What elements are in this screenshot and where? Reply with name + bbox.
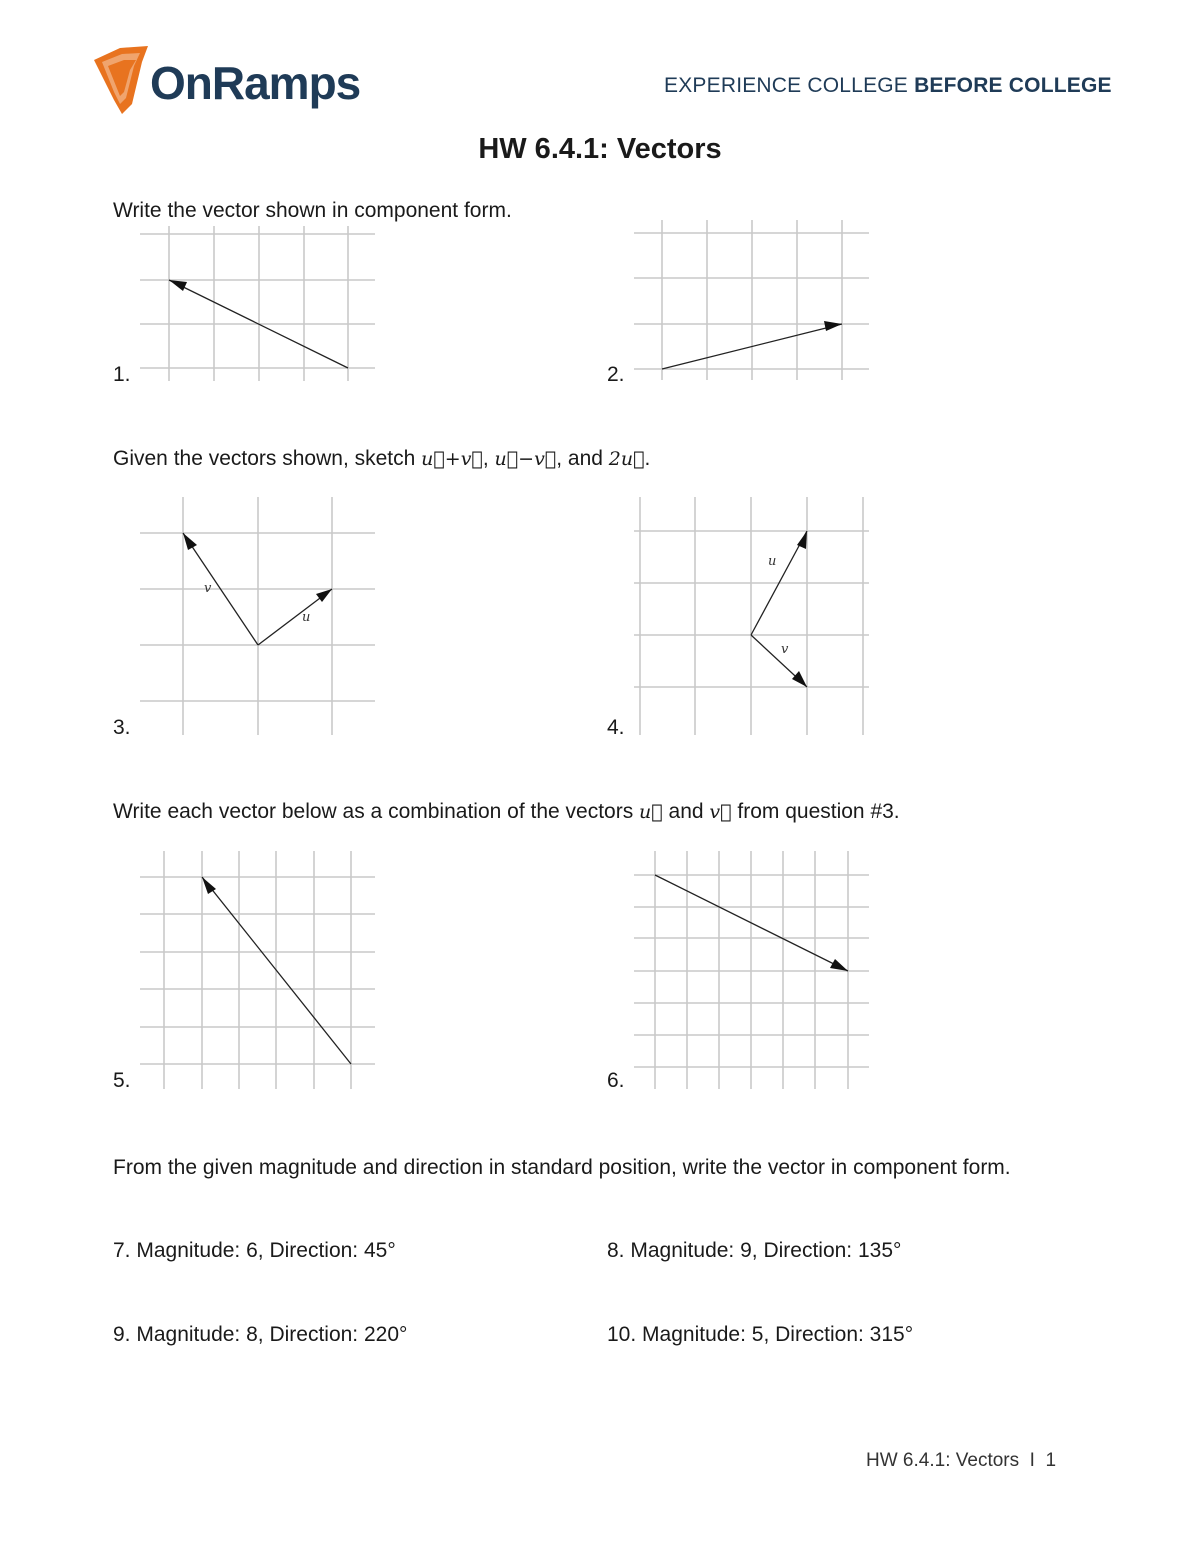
problem-number: 5. xyxy=(113,1069,131,1092)
problem-8: 8. Magnitude: 9, Direction: 135° xyxy=(607,1239,902,1262)
brand-name: OnRamps xyxy=(150,57,361,109)
arrowhead xyxy=(830,959,848,971)
grid-problem-3 xyxy=(140,497,380,739)
instruction-magnitude-direction: From the given magnitude and direction in standard position, write the vector in component form. xyxy=(113,1156,1011,1179)
page-footer: HW 6.4.1: Vectors I 1 xyxy=(866,1450,1057,1471)
problem-10: 10. Magnitude: 5, Direction: 315° xyxy=(607,1323,914,1346)
expr-u-minus-v: u⃗−v⃗ xyxy=(494,448,557,470)
problem-number: 2. xyxy=(607,363,625,386)
tagline: EXPERIENCE COLLEGE BEFORE COLLEGE xyxy=(664,74,1112,97)
problem-number: 1. xyxy=(113,363,131,386)
problem-9: 9. Magnitude: 8, Direction: 220° xyxy=(113,1323,408,1346)
symbol-u: u⃗ xyxy=(639,801,663,823)
label-v: v xyxy=(781,642,789,657)
onramps-logo-mark xyxy=(92,44,152,120)
arrowhead xyxy=(183,533,197,550)
page-title: HW 6.4.1: Vectors xyxy=(478,133,722,165)
problem-number: 4. xyxy=(607,716,625,739)
instruction-sketch: Given the vectors shown, sketch u⃗+v⃗, u⃗−v⃗, and 2u⃗. xyxy=(113,447,651,470)
expr-u-plus-v: u⃗+v⃗ xyxy=(421,448,483,470)
instruction-combination: Write each vector below as a combination of the vectors u⃗ and v⃗ from question #3. xyxy=(113,800,900,823)
grid-problem-5 xyxy=(140,851,380,1093)
instruction-component-form: Write the vector shown in component form. xyxy=(113,199,512,222)
arrowhead xyxy=(824,321,842,331)
grid-problem-2 xyxy=(634,220,874,385)
label-u: u xyxy=(768,554,777,569)
grid-problem-1 xyxy=(140,226,380,386)
symbol-v: v⃗ xyxy=(709,801,732,823)
problem-number: 6. xyxy=(607,1069,625,1092)
problem-number: 3. xyxy=(113,716,131,739)
problem-7: 7. Magnitude: 6, Direction: 45° xyxy=(113,1239,396,1262)
arrowhead xyxy=(169,280,187,291)
label-u: u xyxy=(302,610,311,625)
arrowhead xyxy=(792,671,807,687)
grid-problem-6 xyxy=(634,851,874,1093)
expr-2u: 2u⃗ xyxy=(608,448,645,470)
label-v: v xyxy=(204,581,212,596)
grid-problem-4 xyxy=(634,497,874,739)
